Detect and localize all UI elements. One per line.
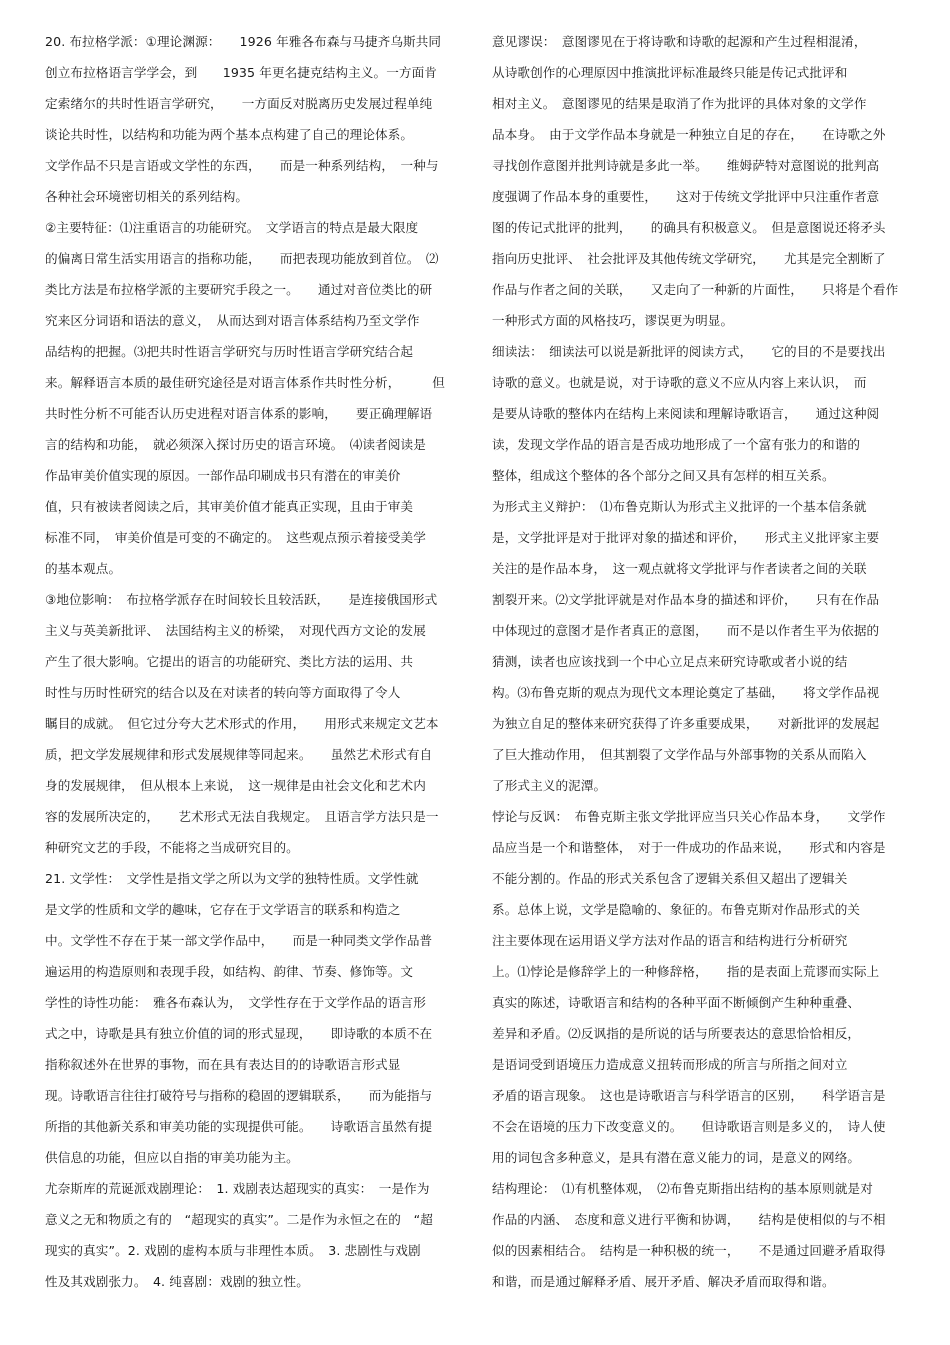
text-line: 20. 布拉格学派：①理论渊源： 1926 年雅各布森与马捷齐乌斯共同 [45, 34, 442, 49]
text-line: 创立布拉格语言学学会，到 1935 年更名捷克结构主义。一方面肯 [45, 65, 437, 80]
text-line: 时性与历时性研究的结合以及在对读者的转向等方面取得了令人 [45, 685, 401, 700]
text-line: 一种形式方面的风格技巧，谬误更为明显。 [492, 313, 734, 328]
text-line: 定索绪尔的共时性语言学研究， 一方面反对脱离历史发展过程单纯 [45, 96, 433, 111]
text-line: 作品的内涵、 态度和意义进行平衡和协调， 结构是使相似的与不相 [492, 1212, 886, 1227]
text-line: 现实的真实”。2. 戏剧的虚构本质与非理性本质。 3. 悲剧性与戏剧 [45, 1243, 421, 1258]
text-line: 是语词受到语境压力造成意义扭转而形成的所言与所指之间对立 [492, 1057, 848, 1072]
text-line: 关注的是作品本身， 这一观点就将文学批评与作者读者之间的关联 [492, 561, 867, 576]
text-line: 质，把文学发展规律和形式发展规律等同起来。 虽然艺术形式有自 [45, 747, 433, 762]
text-line: 上。⑴悖论是修辞学上的一种修辞格， 指的是表面上荒谬而实际上 [492, 964, 880, 979]
text-line: 尤奈斯库的荒诞派戏剧理论： 1. 戏剧表达超现实的真实： 一是作为 [45, 1181, 430, 1196]
text-line: 注主要体现在运用语义学方法对作品的语言和结构进行分析研究 [492, 933, 848, 948]
text-line: 诗歌的意义。也就是说，对于诗歌的意义不应从内容上来认识， 而 [492, 375, 867, 390]
text-line: 从诗歌创作的心理原因中推演批评标准最终只能是传记式批评和 [492, 65, 848, 80]
text-line: 是要从诗歌的整体内在结构上来阅读和理解诗歌语言， 通过这种阅 [492, 406, 880, 421]
text-line: 是，文学批评是对于批评对象的描述和评价， 形式主义批评家主要 [492, 530, 880, 545]
text-line: 学性的诗性功能： 雅各布森认为， 文学性存在于文学作品的语言形 [45, 995, 426, 1010]
left-column [45, 26, 455, 1297]
text-line: 系。总体上说，文学是隐喻的、象征的。布鲁克斯对作品形式的关 [492, 902, 861, 917]
text-line: 身的发展规律， 但从根本上来说， 这一规律是由社会文化和艺术内 [45, 778, 426, 793]
text-line: 共时性分析不可能否认历史进程对语言体系的影响， 要正确理解语 [45, 406, 433, 421]
text-line: 似的因素相结合。 结构是一种积极的统一， 不是通过回避矛盾取得 [492, 1243, 886, 1258]
text-line: 是文学的性质和文学的趣味，它存在于文学语言的联系和构造之 [45, 902, 401, 917]
text-line: 作品与作者之间的关联， 又走向了一种新的片面性， 只将是个看作 [492, 282, 899, 297]
text-line: 寻找创作意图并批判诗就是多此一举。 维姆萨特对意图说的批判高 [492, 158, 880, 173]
text-line: 品应当是一个和谐整体， 对于一件成功的作品来说， 形式和内容是 [492, 840, 886, 855]
text-line: 品结构的把握。⑶把共时性语言学研究与历时性语言学研究结合起 [45, 344, 414, 359]
right-column [492, 26, 902, 1297]
text-line: 为独立自足的整体来研究获得了许多重要成果， 对新批评的发展起 [492, 716, 880, 731]
text-line: 值，只有被读者阅读之后，其审美价值才能真正实现，且由于审美 [45, 499, 414, 514]
text-line: 差异和矛盾。⑵反讽指的是所说的话与所要表达的意思恰恰相反， [492, 1026, 861, 1041]
text-line: 遍运用的构造原则和表现手段，如结构、韵律、节奏、修饰等。文 [45, 964, 414, 979]
text-line: 意义之无和物质之有的 “超现实的真实”。二是作为永恒之在的 “超 [45, 1212, 433, 1227]
text-line: ③地位影响： 布拉格学派存在时间较长且较活跃， 是连接俄国形式 [45, 592, 438, 607]
text-line: 为形式主义辩护： ⑴布鲁克斯认为形式主义批评的一个基本信条就 [492, 499, 867, 514]
text-line: 不能分割的。作品的形式关系包含了逻辑关系但又超出了逻辑关 [492, 871, 848, 886]
text-line: 文学作品不只是言语或文学性的东西， 而是一种系列结构， 一种与 [45, 158, 439, 173]
text-line: 图的传记式批评的批判， 的确具有积极意义。 但是意图说还将矛头 [492, 220, 886, 235]
text-line: 供信息的功能，但应以自指的审美功能为主。 [45, 1150, 299, 1165]
text-line: 指称叙述外在世界的事物，而在具有表达目的的诗歌语言形式显 [45, 1057, 401, 1072]
text-line: 21. 文学性： 文学性是指文学之所以为文学的独特性质。文学性就 [45, 871, 419, 886]
text-line: 指向历史批评、 社会批评及其他传统文学研究， 尤其是完全割断了 [492, 251, 886, 266]
text-line: ②主要特征：⑴注重语言的功能研究。 文学语言的特点是最大限度 [45, 220, 419, 235]
text-line: 的基本观点。 [45, 561, 122, 576]
text-line: 结构理论： ⑴有机整体观， ⑵布鲁克斯指出结构的基本原则就是对 [492, 1181, 873, 1196]
text-line: 度强调了作品本身的重要性， 这对于传统文学批评中只注重作者意 [492, 189, 880, 204]
text-line: 式之中，诗歌是具有独立价值的词的形式显现， 即诗歌的本质不在 [45, 1026, 433, 1041]
text-line: 中。文学性不存在于某一部文学作品中， 而是一种同类文学作品普 [45, 933, 433, 948]
text-line: 矛盾的语言现象。 这也是诗歌语言与科学语言的区别， 科学语言是 [492, 1088, 886, 1103]
text-line: 细读法： 细读法可以说是新批评的阅读方式， 它的目的不是要找出 [492, 344, 886, 359]
text-line: 构。⑶布鲁克斯的观点为现代文本理论奠定了基础， 将文学作品视 [492, 685, 880, 700]
text-line: 主义与英美新批评、 法国结构主义的桥梁， 对现代西方文论的发展 [45, 623, 426, 638]
text-line: 意见谬误： 意图谬见在于将诗歌和诗歌的起源和产生过程相混淆， [492, 34, 867, 49]
text-line: 割裂开来。⑵文学批评就是对作品本身的描述和评价， 只有在作品 [492, 592, 880, 607]
text-line: 作品审美价值实现的原因。一部作品印刷成书只有潜在的审美价 [45, 468, 401, 483]
text-line: 不会在语境的压力下改变意义的。 但诗歌语言则是多义的， 诗人使 [492, 1119, 886, 1134]
text-line: 容的发展所决定的， 艺术形式无法自我规定。 且语言学方法只是一 [45, 809, 439, 824]
text-line: 猜测，读者也应该找到一个中心立足点来研究诗歌或者小说的结 [492, 654, 848, 669]
text-line: 来。解释语言本质的最佳研究途径是对语言体系作共时性分析， 但 [45, 375, 445, 390]
text-line: 类比方法是布拉格学派的主要研究手段之一。 通过对音位类比的研 [45, 282, 433, 297]
text-line: 悖论与反讽： 布鲁克斯主张文学批评应当只关心作品本身， 文学作 [492, 809, 886, 824]
text-line: 谈论共时性，以结构和功能为两个基本点构建了自己的理论体系。 [45, 127, 414, 142]
text-line: 品本身。 由于文学作品本身就是一种独立自足的存在， 在诗歌之外 [492, 127, 886, 142]
text-line: 瞩目的成就。 但它过分夸大艺术形式的作用， 用形式来规定文艺本 [45, 716, 439, 731]
text-line: 究来区分词语和语法的意义， 从而达到对语言体系结构乃至文学作 [45, 313, 420, 328]
text-line: 种研究文艺的手段，不能将之当成研究目的。 [45, 840, 299, 855]
text-line: 性及其戏剧张力。 4. 纯喜剧：戏剧的独立性。 [45, 1274, 309, 1289]
text-line: 各种社会环境密切相关的系列结构。 [45, 189, 249, 204]
text-line: 读，发现文学作品的语言是否成功地形成了一个富有张力的和谐的 [492, 437, 861, 452]
text-line: 的偏离日常生活实用语言的指称功能， 而把表现功能放到首位。 ⑵ [45, 251, 439, 266]
text-line: 整体，组成这个整体的各个部分之间又具有怎样的相互关系。 [492, 468, 835, 483]
text-line: 中体现过的意图才是作者真正的意图， 而不是以作者生平为依据的 [492, 623, 880, 638]
text-line: 了巨大推动作用， 但其割裂了文学作品与外部事物的关系从而陷入 [492, 747, 867, 762]
text-line: 产生了很大影响。它提出的语言的功能研究、类比方法的运用、共 [45, 654, 414, 669]
text-line: 用的词包含多种意义，是具有潜在意义能力的词，是意义的网络。 [492, 1150, 861, 1165]
text-line: 标准不同， 审美价值是可变的不确定的。 这些观点预示着接受美学 [45, 530, 426, 545]
text-line: 真实的陈述，诗歌语言和结构的各种平面不断倾倒产生种种重叠、 [492, 995, 861, 1010]
text-line: 和谐，而是通过解释矛盾、展开矛盾、解决矛盾而取得和谐。 [492, 1274, 835, 1289]
text-line: 言的结构和功能， 就必须深入探讨历史的语言环境。 ⑷读者阅读是 [45, 437, 426, 452]
text-line: 现。诗歌语言往往打破符号与指称的稳固的逻辑联系， 而为能指与 [45, 1088, 433, 1103]
text-line: 相对主义。 意图谬见的结果是取消了作为批评的具体对象的文学作 [492, 96, 867, 111]
text-line: 所指的其他新关系和审美功能的实现提供可能。 诗歌语言虽然有提 [45, 1119, 433, 1134]
text-line: 了形式主义的泥潭。 [492, 778, 607, 793]
